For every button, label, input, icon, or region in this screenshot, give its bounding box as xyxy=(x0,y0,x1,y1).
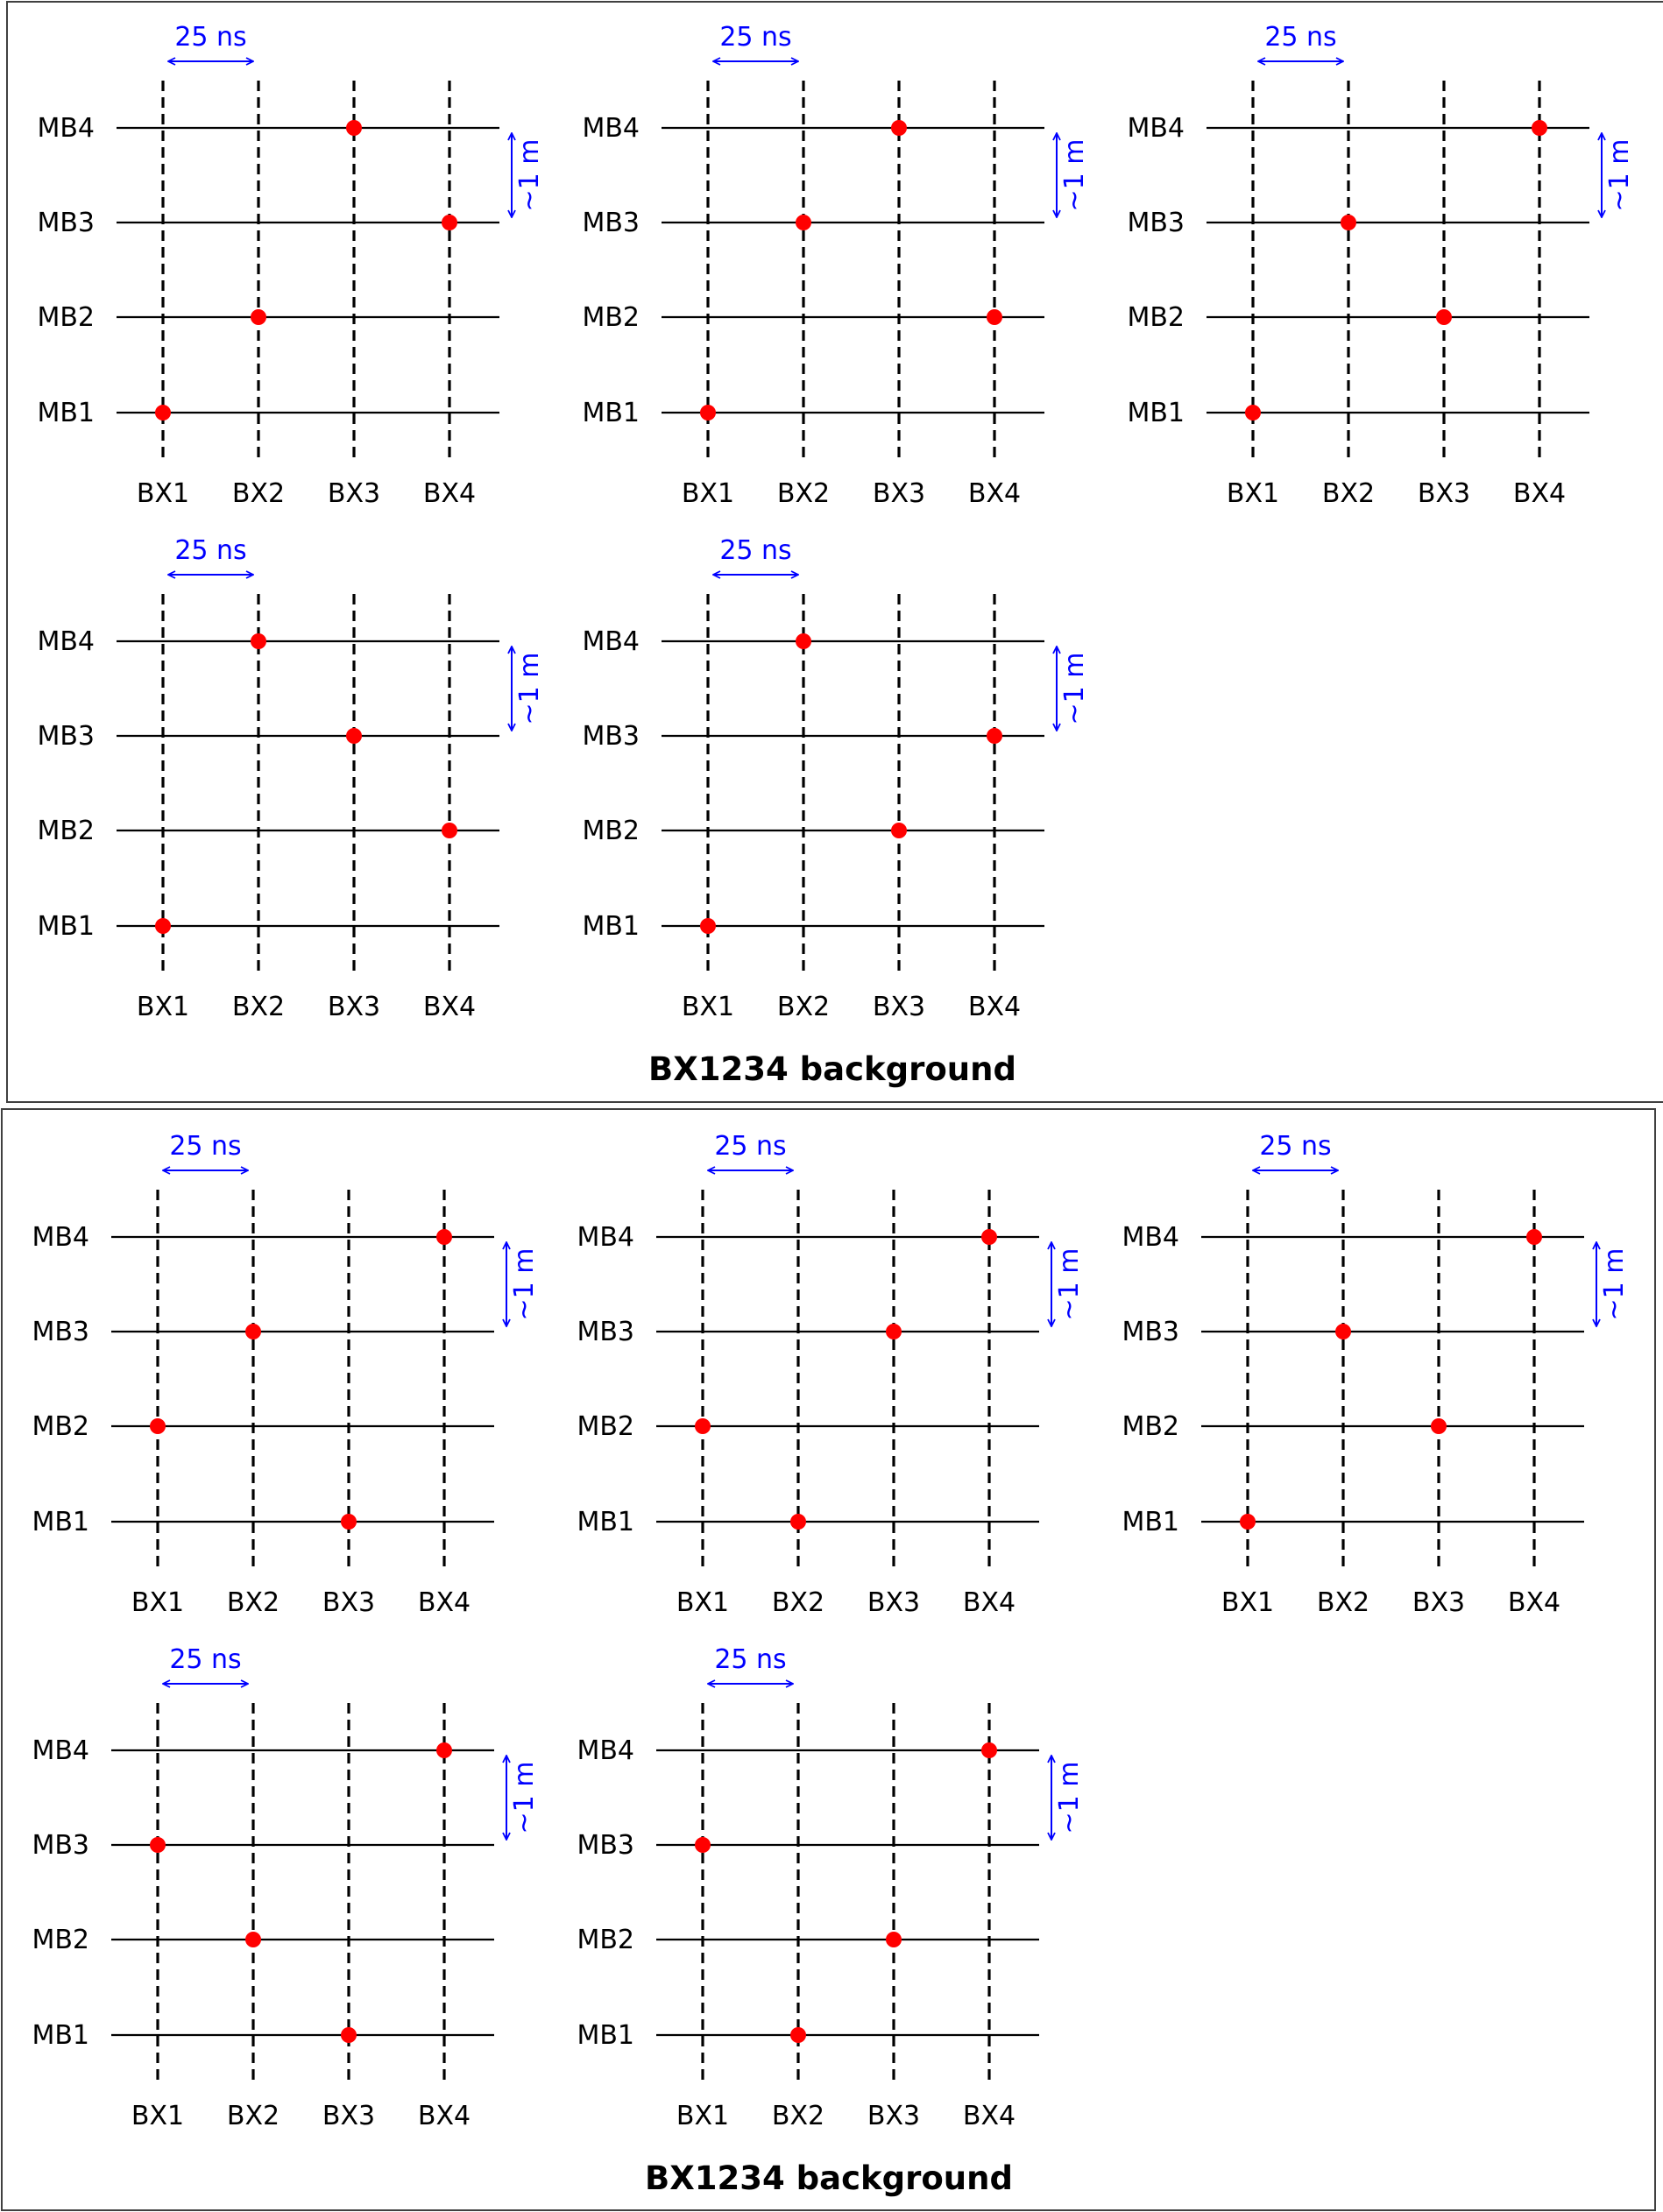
station-label: MB4 xyxy=(32,1735,89,1766)
station-label: MB3 xyxy=(582,721,640,752)
hit-dot-mb1 xyxy=(700,918,716,934)
panels xyxy=(2,2,1663,2210)
hit-dot-mb4 xyxy=(1526,1229,1542,1245)
bx-label: BX4 xyxy=(422,992,477,1022)
hit-dot-mb4 xyxy=(1532,120,1547,136)
hit-dot-mb1 xyxy=(155,918,171,934)
station-label: MB3 xyxy=(1127,208,1185,238)
station-label: MB3 xyxy=(582,208,640,238)
time-annotation: 25 ns xyxy=(1264,22,1337,53)
bx-label: BX2 xyxy=(1321,478,1376,509)
hit-dot-mb4 xyxy=(251,633,266,649)
hit-dot-mb3 xyxy=(886,1324,902,1339)
bx-diagram xyxy=(577,1644,1085,2131)
time-annotation: 25 ns xyxy=(169,1131,242,1162)
bx-label: BX3 xyxy=(872,478,926,509)
station-label: MB1 xyxy=(577,1507,634,1537)
bx-diagram xyxy=(1127,22,1635,509)
bx-diagram xyxy=(32,1644,540,2131)
bx-label: BX1 xyxy=(676,2101,730,2131)
station-label: MB2 xyxy=(577,1925,634,1955)
hit-dot-mb3 xyxy=(442,215,457,230)
hit-dot-mb2 xyxy=(150,1418,166,1434)
time-annotation: 25 ns xyxy=(714,1644,787,1675)
station-label: MB3 xyxy=(577,1830,634,1861)
hit-dot-mb2 xyxy=(1431,1418,1447,1434)
time-annotation: 25 ns xyxy=(174,535,247,566)
hit-dot-mb1 xyxy=(341,2027,357,2043)
bx-label: BX2 xyxy=(1316,1587,1370,1618)
hit-dot-mb4 xyxy=(346,120,362,136)
station-label: MB1 xyxy=(582,911,640,942)
station-label: MB1 xyxy=(37,398,95,428)
hit-dot-mb2 xyxy=(442,823,457,838)
hit-dot-mb1 xyxy=(790,1514,806,1530)
station-label: MB2 xyxy=(577,1411,634,1442)
hit-dot-mb3 xyxy=(1341,215,1356,230)
panel-frame xyxy=(7,2,1663,1102)
hit-dot-mb1 xyxy=(341,1514,357,1530)
time-annotation: 25 ns xyxy=(714,1131,787,1162)
hit-dot-mb2 xyxy=(891,823,907,838)
bx-label: BX2 xyxy=(226,1587,280,1618)
station-label: MB4 xyxy=(32,1222,89,1253)
hit-dot-mb4 xyxy=(796,633,811,649)
bx-label: BX1 xyxy=(136,992,190,1022)
bx-diagram xyxy=(37,535,545,1022)
station-label: MB2 xyxy=(1122,1411,1179,1442)
station-label: MB4 xyxy=(582,113,640,144)
station-label: MB4 xyxy=(1122,1222,1179,1253)
bx-label: BX4 xyxy=(417,2101,471,2131)
hit-dot-mb2 xyxy=(1436,309,1452,325)
station-label: MB2 xyxy=(1127,302,1185,333)
station-label: MB3 xyxy=(32,1317,89,1347)
hit-dot-mb2 xyxy=(251,309,266,325)
bx-label: BX2 xyxy=(231,478,286,509)
distance-annotation: ~1 m xyxy=(1599,1247,1630,1321)
bx-label: BX3 xyxy=(322,1587,376,1618)
distance-annotation: ~1 m xyxy=(509,1761,540,1834)
station-label: MB3 xyxy=(1122,1317,1179,1347)
station-label: MB4 xyxy=(37,626,95,657)
bx-diagram xyxy=(32,1131,540,1618)
bx-label: BX1 xyxy=(136,478,190,509)
bx-label: BX1 xyxy=(681,478,735,509)
station-label: MB4 xyxy=(577,1735,634,1766)
hit-dot-mb1 xyxy=(1240,1514,1256,1530)
panel-title: BX1234 background xyxy=(648,1050,1016,1088)
hit-dot-mb2 xyxy=(987,309,1002,325)
bx-label: BX4 xyxy=(962,1587,1016,1618)
distance-annotation: ~1 m xyxy=(514,652,545,725)
station-label: MB2 xyxy=(37,816,95,846)
station-label: MB1 xyxy=(32,2020,89,2051)
station-label: MB4 xyxy=(582,626,640,657)
hit-dot-mb4 xyxy=(981,1742,997,1758)
hit-dot-mb3 xyxy=(796,215,811,230)
bx-label: BX4 xyxy=(967,478,1022,509)
hit-dot-mb4 xyxy=(436,1742,452,1758)
bx-label: BX4 xyxy=(1512,478,1567,509)
bx-label: BX2 xyxy=(776,992,831,1022)
bx-label: BX4 xyxy=(1507,1587,1561,1618)
bx-label: BX2 xyxy=(226,2101,280,2131)
station-label: MB4 xyxy=(1127,113,1185,144)
bx-diagram xyxy=(577,1131,1085,1618)
bx-label: BX3 xyxy=(327,992,381,1022)
bx-label: BX1 xyxy=(131,2101,185,2131)
station-label: MB3 xyxy=(577,1317,634,1347)
distance-annotation: ~1 m xyxy=(1054,1247,1085,1321)
hit-dot-mb2 xyxy=(245,1932,261,1947)
distance-annotation: ~1 m xyxy=(1059,138,1090,212)
station-label: MB2 xyxy=(37,302,95,333)
station-label: MB2 xyxy=(32,1411,89,1442)
panel-frame xyxy=(2,1109,1655,2210)
bx-label: BX3 xyxy=(327,478,381,509)
bx-label: BX3 xyxy=(322,2101,376,2131)
bx-label: BX2 xyxy=(231,992,286,1022)
time-annotation: 25 ns xyxy=(719,535,792,566)
distance-annotation: ~1 m xyxy=(514,138,545,212)
hit-dot-mb3 xyxy=(987,728,1002,744)
station-label: MB2 xyxy=(582,302,640,333)
station-label: MB3 xyxy=(37,208,95,238)
station-label: MB2 xyxy=(582,816,640,846)
station-label: MB1 xyxy=(1127,398,1185,428)
distance-annotation: ~1 m xyxy=(1054,1761,1085,1834)
bx-diagram xyxy=(582,535,1090,1022)
hit-dot-mb3 xyxy=(150,1837,166,1853)
hit-dot-mb4 xyxy=(891,120,907,136)
distance-annotation: ~1 m xyxy=(509,1247,540,1321)
bx-label: BX4 xyxy=(962,2101,1016,2131)
station-label: MB1 xyxy=(1122,1507,1179,1537)
station-label: MB1 xyxy=(32,1507,89,1537)
hit-dot-mb3 xyxy=(346,728,362,744)
bx-label: BX3 xyxy=(1417,478,1471,509)
bx-label: BX4 xyxy=(422,478,477,509)
station-label: MB1 xyxy=(582,398,640,428)
hit-dot-mb3 xyxy=(695,1837,711,1853)
hit-dot-mb4 xyxy=(436,1229,452,1245)
distance-annotation: ~1 m xyxy=(1059,652,1090,725)
panel-2 xyxy=(2,1109,1655,2210)
hit-dot-mb1 xyxy=(790,2027,806,2043)
station-label: MB2 xyxy=(32,1925,89,1955)
station-label: MB4 xyxy=(37,113,95,144)
bx-label: BX2 xyxy=(776,478,831,509)
time-annotation: 25 ns xyxy=(174,22,247,53)
bx-label: BX1 xyxy=(681,992,735,1022)
hit-dot-mb2 xyxy=(695,1418,711,1434)
station-label: MB3 xyxy=(37,721,95,752)
hit-dot-mb2 xyxy=(886,1932,902,1947)
hit-dot-mb4 xyxy=(981,1229,997,1245)
bx-diagram xyxy=(582,22,1090,509)
hit-dot-mb3 xyxy=(1335,1324,1351,1339)
panel-title: BX1234 background xyxy=(645,2159,1013,2197)
bx-label: BX1 xyxy=(131,1587,185,1618)
hit-dot-mb3 xyxy=(245,1324,261,1339)
hit-dot-mb1 xyxy=(155,405,171,420)
station-label: MB3 xyxy=(32,1830,89,1861)
station-label: MB1 xyxy=(577,2020,634,2051)
bx-label: BX4 xyxy=(967,992,1022,1022)
bx-label: BX1 xyxy=(1226,478,1280,509)
hit-dot-mb1 xyxy=(1245,405,1261,420)
distance-annotation: ~1 m xyxy=(1604,138,1635,212)
bx-diagram xyxy=(1122,1131,1630,1618)
hit-dot-mb1 xyxy=(700,405,716,420)
bx-label: BX3 xyxy=(867,2101,921,2131)
time-annotation: 25 ns xyxy=(1259,1131,1332,1162)
panel-1 xyxy=(7,2,1663,1102)
bx-label: BX1 xyxy=(676,1587,730,1618)
station-label: MB4 xyxy=(577,1222,634,1253)
time-annotation: 25 ns xyxy=(719,22,792,53)
station-label: MB1 xyxy=(37,911,95,942)
time-annotation: 25 ns xyxy=(169,1644,242,1675)
bx-label: BX2 xyxy=(771,1587,825,1618)
bx-diagram xyxy=(37,22,545,509)
bx-label: BX4 xyxy=(417,1587,471,1618)
bx-label: BX3 xyxy=(867,1587,921,1618)
bx-label: BX2 xyxy=(771,2101,825,2131)
bx-label: BX1 xyxy=(1221,1587,1275,1618)
bx-label: BX3 xyxy=(872,992,926,1022)
bx-label: BX3 xyxy=(1412,1587,1466,1618)
